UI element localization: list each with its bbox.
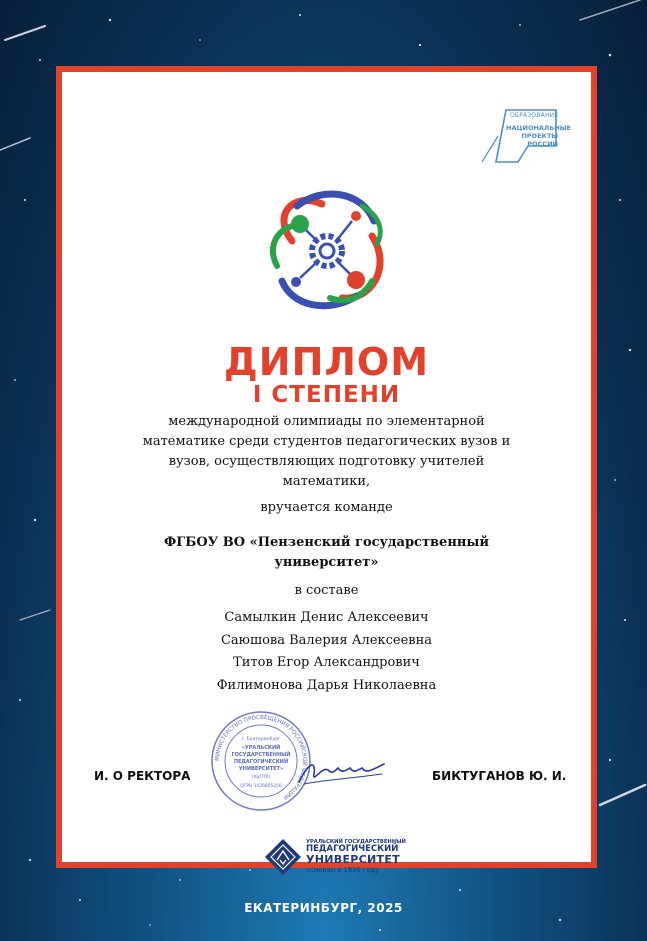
np-line3: ПРОЕКТЫ xyxy=(521,132,558,140)
awarded-to-text: вручается команде xyxy=(260,500,393,515)
np-line1: ОБРАЗОВАНИЕ xyxy=(510,112,559,119)
seal-line: УНИВЕРСИТЕТ» xyxy=(238,766,284,772)
university-name-line2: университет» xyxy=(274,555,379,570)
team-member: Самылкин Денис Алексеевич xyxy=(224,610,429,625)
diploma-frame xyxy=(56,66,597,874)
seal-line: ПЕДАГОГИЧЕСКИЙ xyxy=(233,759,289,765)
city-year: ЕКАТЕРИНБУРГ, 2025 xyxy=(244,901,403,915)
team-member: Филимонова Дарья Николаевна xyxy=(216,677,437,693)
olympiad-emblem-icon xyxy=(262,186,392,316)
seal-outer-text: МИНИСТЕРСТВО ПРОСВЕЩЕНИЯ РОССИЙСКОЙ ФЕДЕРАЦИИ xyxy=(214,714,308,801)
seal-line: ОГРН 1026605250 xyxy=(240,784,282,789)
diploma-description xyxy=(62,412,591,492)
diploma-degree: I СТЕПЕНИ xyxy=(252,382,401,408)
rector-title: И. О РЕКТОРА xyxy=(94,769,191,783)
composition-text: в составе xyxy=(294,583,359,598)
uspu-line3: УНИВЕРСИТЕТ xyxy=(306,853,400,866)
uspu-line4: основан в 1930 году xyxy=(306,866,380,874)
diploma-title: ДИПЛОМ xyxy=(223,340,430,384)
team-member: Саюшова Валерия Алексеевна xyxy=(220,632,433,648)
np-line2: НАЦИОНАЛЬНЫЕ xyxy=(506,124,571,132)
national-projects-logo xyxy=(478,106,571,164)
team-members-list xyxy=(62,607,591,697)
seal-line: ГОСУДАРСТВЕННЫЙ xyxy=(231,752,291,758)
description-line: вузов, осуществляющих подготовку учителей xyxy=(168,454,485,469)
team-member: Титов Егор Александрович xyxy=(233,655,420,670)
np-line4: РОССИИ xyxy=(527,140,558,148)
university-name-line1: ФГБОУ ВО «Пензенский государственный xyxy=(163,535,490,550)
uspu-logo xyxy=(264,836,404,876)
seal-line: «УРАЛЬСКИЙ xyxy=(241,745,281,751)
seal-line: (УрГПУ) xyxy=(251,775,271,780)
seal-line: г. Екатеринбург xyxy=(241,737,281,742)
handwritten-signature xyxy=(294,752,389,792)
uspu-line2: ПЕДАГОГИЧЕСКИЙ xyxy=(306,844,399,854)
uspu-emblem-icon xyxy=(264,838,302,876)
uspu-line1: УРАЛЬСКИЙ ГОСУДАРСТВЕННЫЙ xyxy=(306,839,406,845)
description-line: математике среди студентов педагогических вузов и xyxy=(142,434,511,449)
description-line: математики, xyxy=(282,474,371,489)
description-line: международной олимпиады по элементарной xyxy=(168,414,485,429)
rector-name: БИКТУГАНОВ Ю. И. xyxy=(432,769,567,783)
university-name xyxy=(62,533,591,573)
